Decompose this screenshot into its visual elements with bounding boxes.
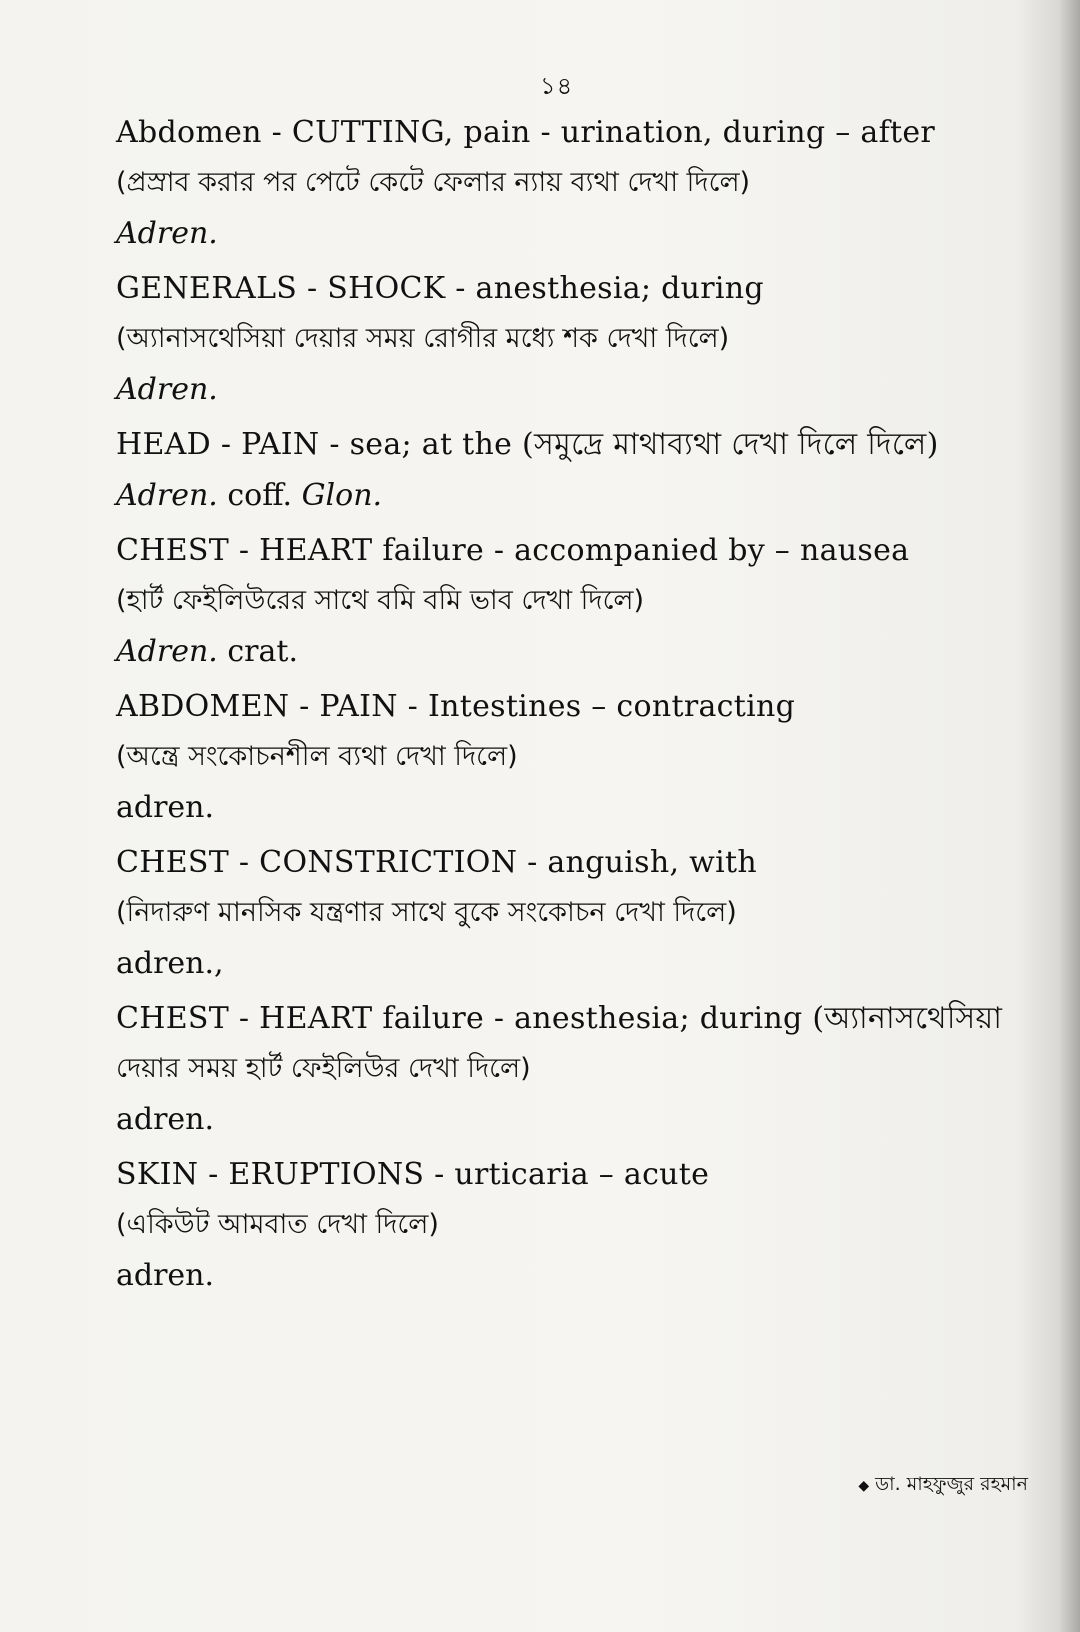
running-footer bbox=[858, 1470, 1028, 1502]
remedy-italic: Glon. bbox=[301, 478, 383, 513]
remedy-plain: crat. bbox=[227, 634, 298, 669]
rubric-translation: (একিউট আমবাত দেখা দিলে) bbox=[116, 1209, 439, 1240]
rubric-list bbox=[116, 108, 1046, 1306]
rubric-text: Abdomen - CUTTING, pain - urination, during – after bbox=[116, 115, 936, 150]
rubric-text: ABDOMEN - PAIN - Intestines – contracting bbox=[116, 689, 796, 724]
rubric-text: CHEST - HEART failure - accompanied by – nausea bbox=[116, 533, 910, 568]
page-number: ১৪ bbox=[540, 72, 574, 100]
rubric-text: CHEST - CONSTRICTION - anguish, with bbox=[116, 845, 758, 880]
remedy-plain: coff. bbox=[227, 478, 293, 513]
remedy-line bbox=[116, 626, 1046, 678]
remedy-plain: adren. bbox=[116, 1258, 215, 1293]
rubric-translation: (প্রস্রাব করার পর পেটে কেটে ফেলার ন্যায় ব্যথা দেখা দিলে) bbox=[116, 167, 751, 198]
rubric-translation: (নিদারুণ মানসিক যন্ত্রণার সাথে বুকে সংকোচন দেখা দিলে) bbox=[116, 897, 737, 928]
diamond-bullet-icon: ◆ bbox=[858, 1478, 870, 1494]
rubric-entry bbox=[116, 526, 1046, 678]
rubric-entry bbox=[116, 108, 1046, 260]
remedy-italic: Adren. bbox=[116, 634, 218, 669]
rubric-translation: (অ্যানাসথেসিয়া দেয়ার সময় রোগীর মধ্যে শক দেখা দিলে) bbox=[116, 323, 730, 354]
remedy-italic: Adren. bbox=[116, 372, 218, 407]
remedy-line bbox=[116, 1094, 1046, 1146]
rubric-translation: (হার্ট ফেইলিউরের সাথে বমি বমি ভাব দেখা দিলে) bbox=[116, 585, 645, 616]
remedy-line bbox=[116, 938, 1046, 990]
rubric-translation: (অন্ত্রে সংকোচনশীল ব্যথা দেখা দিলে) bbox=[116, 741, 518, 772]
rubric-entry bbox=[116, 420, 1046, 522]
remedy-line bbox=[116, 782, 1046, 834]
rubric-entry bbox=[116, 1150, 1046, 1302]
remedy-italic: Adren. bbox=[116, 478, 218, 513]
rubric-entry bbox=[116, 838, 1046, 990]
remedy-plain: adren. bbox=[116, 790, 215, 825]
remedy-italic: Adren. bbox=[116, 216, 218, 251]
remedy-line bbox=[116, 470, 1046, 522]
rubric-entry bbox=[116, 682, 1046, 834]
rubric-text: HEAD - PAIN - sea; at the (সমুদ্রে মাথাব্যথা দেখা দিলে দিলে) bbox=[116, 427, 939, 462]
remedy-plain: adren., bbox=[116, 946, 224, 981]
rubric-text: SKIN - ERUPTIONS - urticaria – acute bbox=[116, 1157, 710, 1192]
remedy-plain: adren. bbox=[116, 1102, 215, 1137]
author-name: ডা. মাহফুজুর রহমান bbox=[875, 1473, 1028, 1495]
rubric-text: CHEST - HEART failure - anesthesia; during (অ্যানাসথেসিয়া bbox=[116, 1001, 1003, 1036]
remedy-line bbox=[116, 1250, 1046, 1302]
remedy-line bbox=[116, 364, 1046, 416]
rubric-entry bbox=[116, 994, 1046, 1146]
remedy-line bbox=[116, 208, 1046, 260]
rubric-translation: দেয়ার সময় হার্ট ফেইলিউর দেখা দিলে) bbox=[116, 1053, 531, 1084]
rubric-text: GENERALS - SHOCK - anesthesia; during bbox=[116, 271, 764, 306]
rubric-entry bbox=[116, 264, 1046, 416]
